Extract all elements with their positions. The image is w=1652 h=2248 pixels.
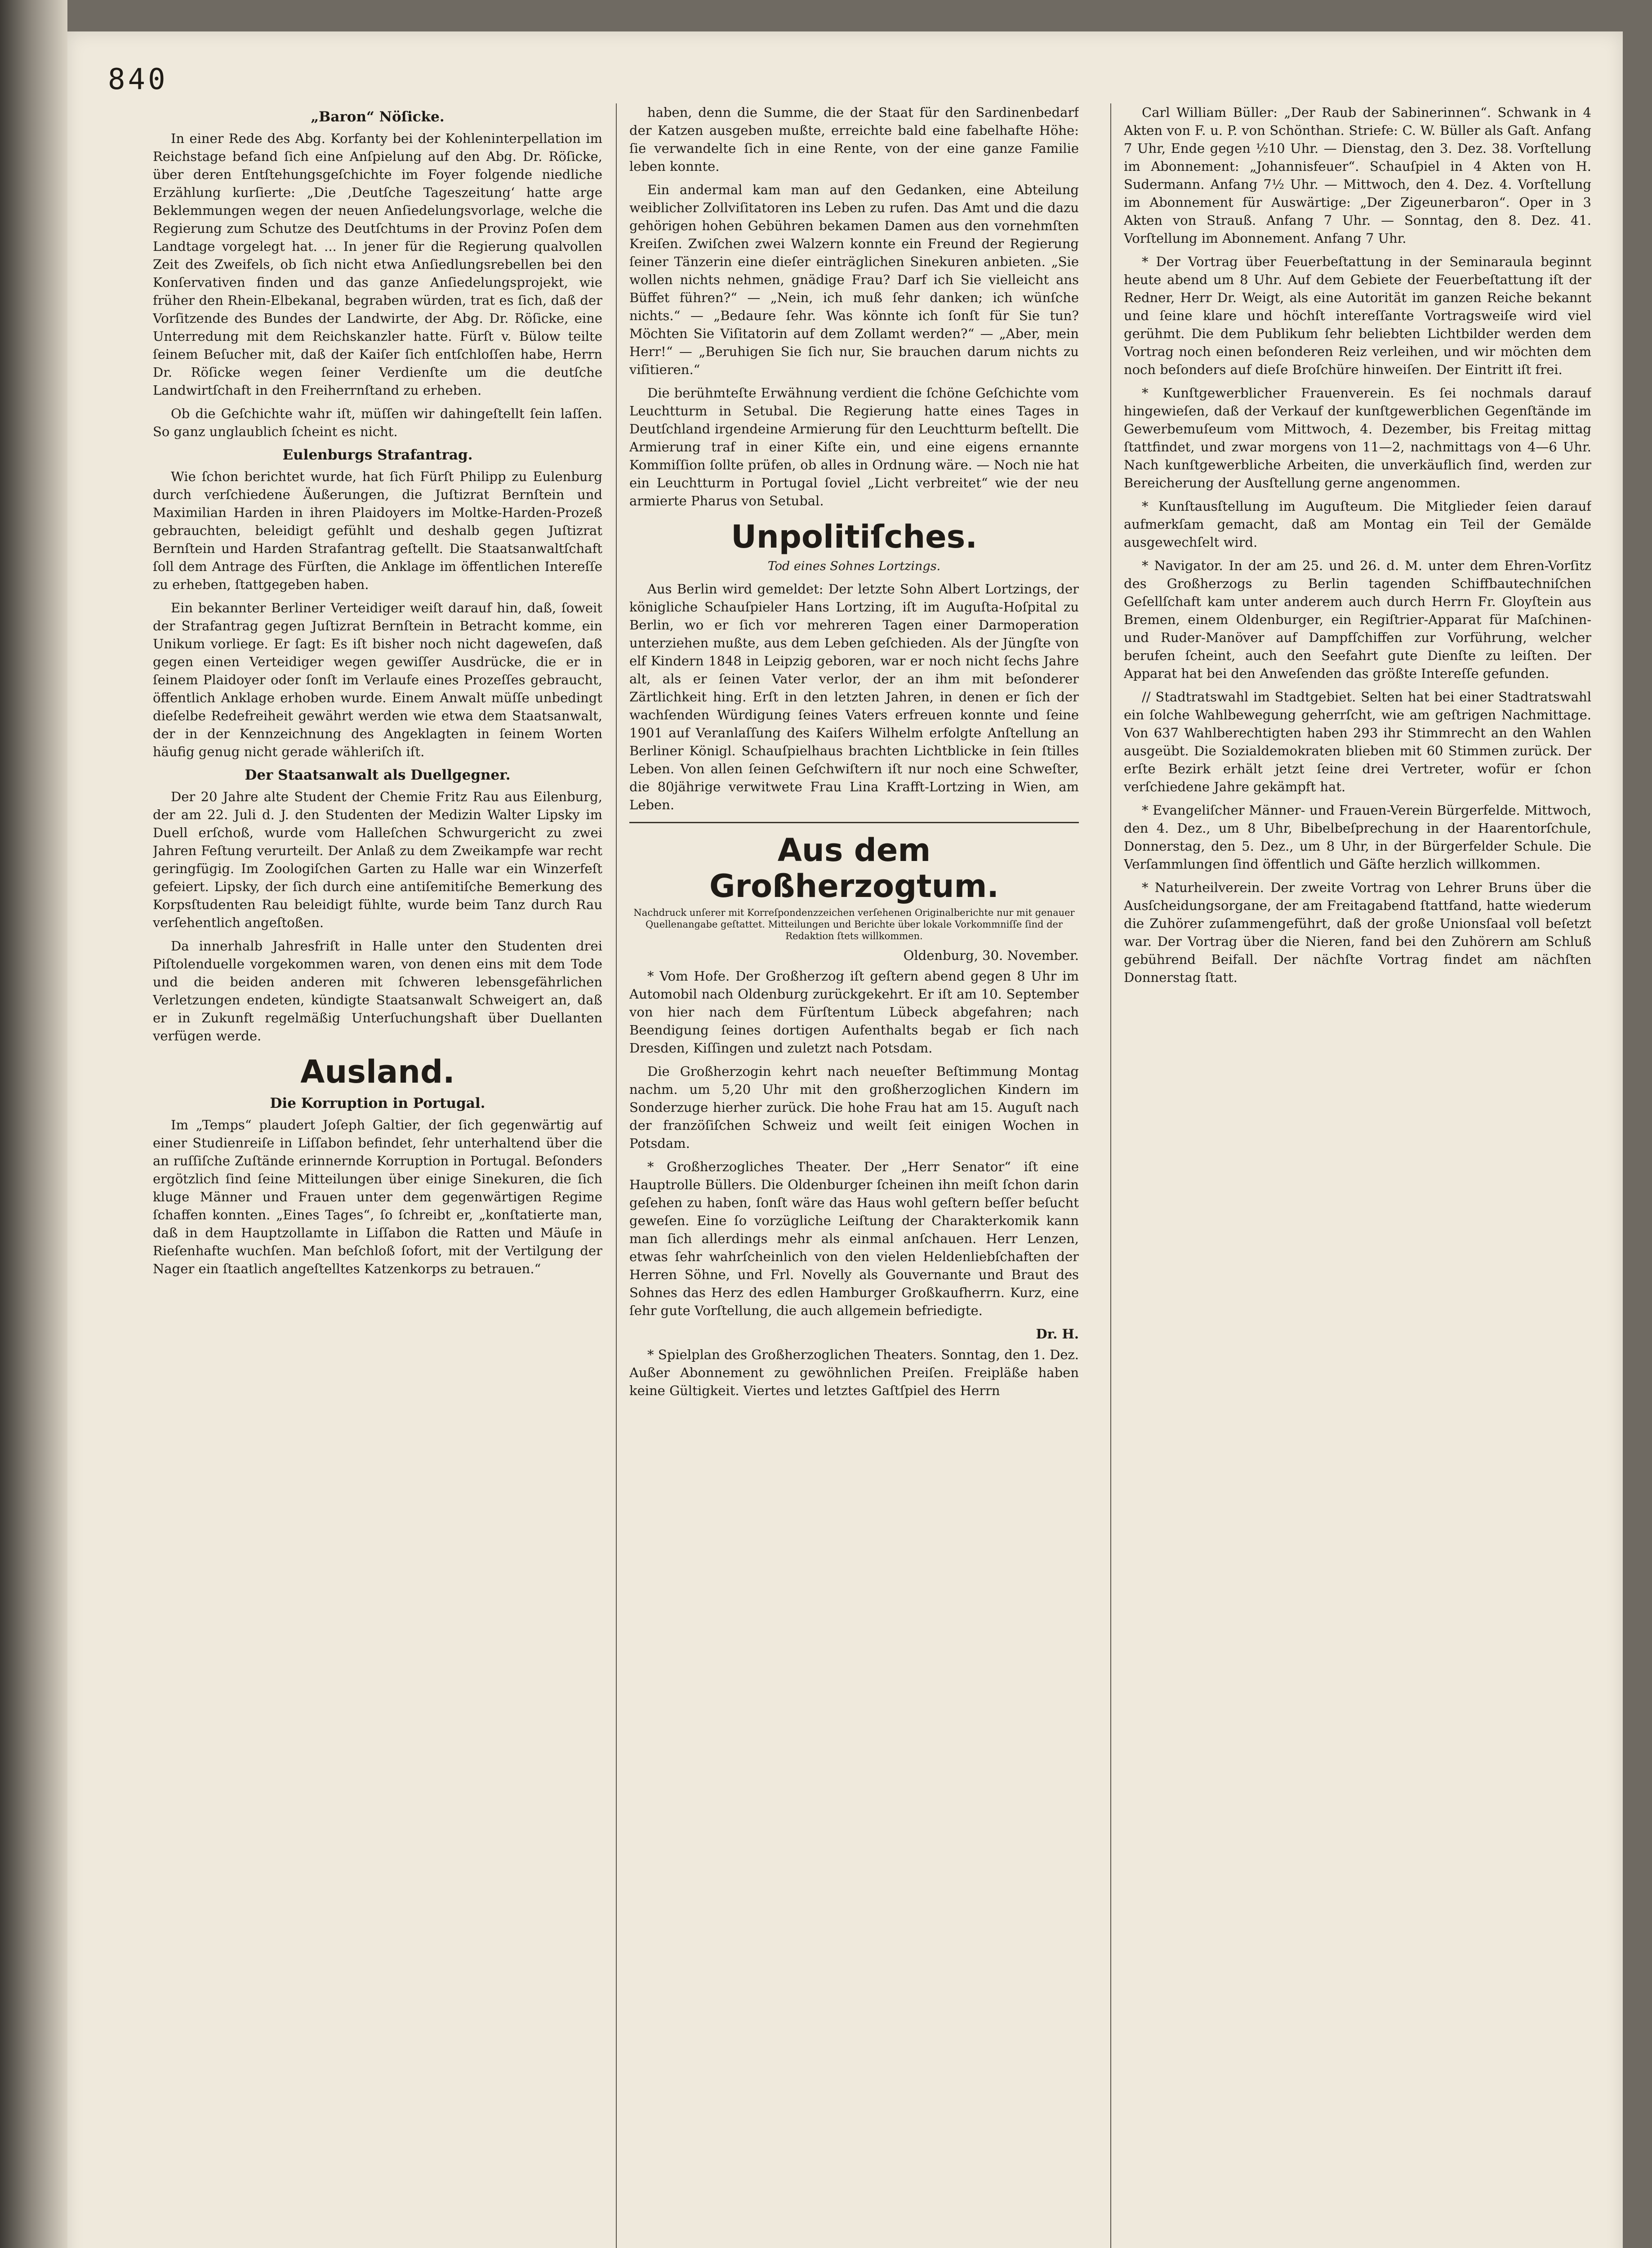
article-paragraph: Im „Temps“ plaudert Joſeph Galtier, der ſich gegenwärtig auf einer Studienreiſe in Liſſabon befindet, ſehr unterhaltend über die an ruſſiſche Zuſtände erinnernde Korruption in Portugal. Beſonders ergötzlich ſind ſeine Mitteilungen über einige Sinekuren, die ſich kluge Männer und Frauen unter dem gegenwärtigen Regime ſchaffen konnten. „Eines Tages“, ſo ſchreibt er, „konſtatierte man, daß in dem Hauptzollamte in Liſſabon die Ratten und Mäuſe in Rieſenhafte wuchſen. Man beſchloß ſofort, mit der Vertilgung der Nager ein ſtaatlich angeſtelltes Katzenkorps zu betrauen.“ (153, 1117, 602, 1276)
article-paragraph: * Großherzogliches Theater. Der „Herr Senator“ iſt eine Hauptrolle Büllers. Die Oldenburger ſcheinen ihn meiſt ſchon darin geſehen zu haben, ſonſt wäre das Haus wohl geſtern beſſer beſucht geweſen. Eine ſo vorzügliche Leiſtung der Charakterkomik kann man ſich allerdings mehr als einmal anſchauen. Herr Lenzen, etwas ſehr wahrſcheinlich von den vielen Heldenliebſchaften der Herren Söhne, und Frl. Novelly als Gouvernante und Braut des Sohnes das Herz des edlen Hamburger Großkaufherrn. Kurz, eine ſehr gute Vorſtellung, die auch allgemein befriedigte. (629, 1159, 1079, 1318)
section-heading: Ausland. (300, 1053, 455, 1090)
author-signature: Dr. H. (1036, 1326, 1079, 1342)
article-paragraph: * Spielplan des Großherzoglichen Theaters. Sonntag, den 1. Dez. Außer Abonnement zu gewöhnlichen Preiſen. Freipläße haben keine Gültigkeit. Viertes und letztes Gaſtſpiel des Herrn (629, 1347, 1079, 1398)
article-paragraph: Carl William Büller: „Der Raub der Sabinerinnen“. Schwank in 4 Akten von F. u. P. von Schönthan. Striefe: C. W. Büller als Gaſt. Anfang 7 Uhr, Ende gegen ½10 Uhr. — Dienstag, den 3. Dez. 38. Vorſtellung im Abonnement: „Johannisfeuer“. Schauſpiel in 4 Akten von H. Sudermann. Anfang 7½ Uhr. — Mittwoch, den 4. Dez. 4. Vorſtellung im Abonnement für Auswärtige: „Der Zigeunerbaron“. Oper in 3 Akten von Strauß. Anfang 7 Uhr. — Sonntag, den 8. Dez. 41. Vorſtellung im Abonnement. Anfang 7 Uhr. (1124, 105, 1591, 246)
article-paragraph: Da innerhalb Jahresfriſt in Halle unter den Studenten drei Piſtolenduelle vorgekommen waren, von denen eins mit dem Tode und die beiden anderen mit ſchweren lebensgefährlichen Verletzungen endeten, kündigte Staatsanwalt Schweigert an, daß er in Zukunft regelmäßig Unterſuchungshaft über Duellanten verfügen werde. (153, 938, 602, 1044)
article-paragraph: Ob die Geſchichte wahr iſt, müſſen wir dahingeſtellt ſein laſſen. So ganz unglaublich ſcheint es nicht. (153, 406, 602, 439)
article-paragraph: * Vom Hofe. Der Großherzog iſt geſtern abend gegen 8 Uhr im Automobil nach Oldenburg zurückgekehrt. Er iſt am 10. September von hier nach dem Fürſtentum Lübeck abgefahren; nach Beendigung ſeines dortigen Aufenthalts begab er ſich nach Dresden, Kiſſingen und zuletzt nach Potsdam. (629, 968, 1079, 1056)
article-heading: Eulenburgs Strafantrag. (282, 447, 473, 463)
dateline: Oldenburg, 30. November. (903, 948, 1079, 963)
article-paragraph: * Kunſtausſtellung im Auguſteum. Die Mitglieder ſeien darauf aufmerkſam gemacht, daß am Montag ein Teil der Gemälde ausgewechſelt wird. (1124, 499, 1591, 550)
article-paragraph: Die Großherzogin kehrt nach neueſter Beſtimmung Montag nachm. um 5,20 Uhr mit den großherzoglichen Kindern im Sonderzuge hierher zurück. Die hohe Frau hat am 15. Auguſt nach der franzöſiſchen Schweiz und weilt ſeit einigen Wochen in Potsdam. (629, 1064, 1079, 1151)
article-paragraph: * Navigator. In der am 25. und 26. d. M. unter dem Ehren-Vorſitz des Großherzogs zu Berlin tagenden Schiffbautechniſchen Geſellſchaft kam unter anderem auch durch Herrn Fr. Gloyſtein aus Bremen, einem Oldenburger, ein Regiſtrier-Apparat für Maſchinen- und Ruder-Manöver auf Dampfſchiffen zur Vorführung, welcher berufen ſcheint, auch den Seefahrt gute Dienſte zu leiſten. Der Apparat hat bei den Anweſenden das größte Intereſſe gefunden. (1124, 558, 1591, 681)
column-3 (1124, 103, 1591, 2248)
page-number: 840 (108, 63, 168, 96)
article-paragraph: haben, denn die Summe, die der Staat für den Sardinenbedarf der Katzen ausgeben mußte, erreichte bald eine fabelhafte Höhe: ſie verwandelte ſich in eine Rente, von der eine ganze Familie leben konnte. (629, 105, 1079, 174)
article-paragraph: * Der Vortrag über Feuerbeſtattung in der Seminaraula beginnt heute abend um 8 Uhr. Auf dem Gebiete der Feuerbeſtattung iſt der Redner, Herr Dr. Weigt, als eine Autorität im ganzen Reiche bekannt und ſeine klare und höchſt intereſſante Vortragsweiſe wird viel gerühmt. Die dem Publikum ſehr beliebten Lichtbilder werden dem Vortrag noch einen beſonderen Reiz verleihen, und wir möchten dem noch beſonders auf dieſe Broſchüre hinweiſen. Der Eintritt iſt frei. (1124, 254, 1591, 377)
article-paragraph: Die berühmteſte Erwähnung verdient die ſchöne Geſchichte vom Leuchtturm in Setubal. Die Regierung hatte eines Tages in Deutſchland irgendeine Armierung für den Leuchtturm beſtellt. Die Armierung traf in einer Kiſte ein, und eine eigens ernannte Kommiſſion ſollte prüfen, ob alles in Ordnung wäre. — Noch nie hat ein Leuchtturm in Portugal ſoviel „Licht verbreitet“ wie der neu armierte Pharus von Setubal. (629, 385, 1079, 508)
article-paragraph: Der 20 Jahre alte Student der Chemie Fritz Rau aus Eilenburg, der am 22. Juli d. J. den Studenten der Medizin Walter Lipsky im Duell erſchoß, wurde vom Halleſchen Schwurgericht zu zwei Jahren Feſtung verurteilt. Der Anlaß zu dem Zweikampfe war recht geringfügig. Im Zoologiſchen Garten zu Halle war ein Winzerfeſt gefeiert. Lipsky, der ſich durch eine antiſemitiſche Bemerkung des Korpsſtudenten Rau beleidigt fühlte, wurde beim Tanz durch Rau verſehentlich angeſtoßen. (153, 789, 602, 930)
article-subheading: Tod eines Sohnes Lortzings. (767, 559, 941, 573)
section-heading: Unpolitiſches. (731, 518, 977, 555)
reprint-notice: Nachdruck unſerer mit Korreſpondenzzeichen verſehenen Originalberichte nur mit genauer Quellenangabe geſtattet. Mitteilungen und Berichte über lokale Vorkommniſſe ſind der Redaktion ſtets willkommen. (633, 907, 1075, 941)
column-rule-2 (1110, 103, 1111, 2248)
article-paragraph: Ein andermal kam man auf den Gedanken, eine Abteilung weiblicher Zollviſitatoren ins Leben zu rufen. Das Amt und die dazu gehörigen hohen Gebühren bekamen Damen aus den vornehmſten Kreiſen. Zwiſchen zwei Walzern konnte ein Freund der Regierung ſeiner Tänzerin eine dieſer einträglichen Sinekuren anbieten. „Sie wollen nichts nehmen, gnädige Frau? Darf ich Sie vielleicht ans Büffet führen?“ — „Nein, ich muß ſehr danken; ich wünſche nichts.“ — „Bedaure ſehr. Was könnte ich ſonſt für Sie tun? Möchten Sie Viſitatorin auf dem Zollamt werden?“ — „Aber, mein Herr!“ — „Beruhigen Sie ſich nur, Sie brauchen darum nichts zu viſitieren.“ (629, 182, 1079, 377)
article-paragraph: Wie ſchon berichtet wurde, hat ſich Fürſt Philipp zu Eulenburg durch verſchiedene Äußerungen, die Juſtizrat Bernſtein und Maximilian Harden in ihren Plaidoyers im Moltke-Harden-Prozeß gebrauchten, beleidigt gefühlt und deshalb gegen Juſtizrat Bernſtein und Harden Strafantrag geſtellt. Die Staatsanwaltſchaft ſoll dem Antrage des Fürſten, die Anklage im öffentlichen Intereſſe zu erheben, ſtattgegeben haben. (153, 469, 602, 592)
article-heading: „Baron“ Nöſicke. (311, 109, 445, 125)
article-paragraph: * Evangeliſcher Männer- und Frauen-Verein Bürgerfelde. Mittwoch, den 4. Dez., um 8 Uhr, Bibelbeſprechung in der Haarentorſchule, Donnerstag, den 5. Dez., um 8 Uhr, in der Bürgerfelder Schule. Die Verſammlungen ſind öffentlich und Gäſte herzlich willkommen. (1124, 803, 1591, 872)
article-paragraph: Aus Berlin wird gemeldet: Der letzte Sohn Albert Lortzings, der königliche Schauſpieler Hans Lortzing, iſt im Auguſta-Hoſpital zu Berlin, wo er ſich vor mehreren Tagen einer Darmoperation unterziehen mußte, aus dem Leben geſchieden. Als der Jüngſte von elf Kindern 1848 in Leipzig geboren, war er noch nicht ſechs Jahre alt, als er ſeinen Vater verlor, der an ihm mit beſonderer Zärtlichkeit hing. Erſt in den letzten Jahren, in denen er ſich der wachſenden Würdigung ſeines Vaters erfreuen konnte und ſeine 1901 auf Veranlaſſung des Kaiſers Wilhelm erfolgte Anſtellung an Berliner Königl. Schauſpielhaus brachten Lichtblicke in ſein ſtilles Leben. Von allen ſeinen Geſchwiſtern iſt nur noch eine Schweſter, die 80jährige verwitwete Frau Lina Krafft-Lortzing in Wien, am Leben. (629, 581, 1079, 812)
article-paragraph: * Naturheilverein. Der zweite Vortrag von Lehrer Bruns über die Ausſcheidungsorgane, der am Freitagabend ſtattfand, hatte wiederum die Zuhörer zuſammengeführt, daß der große Unionsſaal voll beſetzt war. Der Vortrag über die Nieren, fand bei den Zuhörern am Schluß gebührend Beifall. Der nächſte Vortrag findet am nächſten Donnerstag ſtatt. (1124, 880, 1591, 985)
section-heading: Aus dem Großherzogtum. (709, 832, 999, 905)
article-heading: Der Staatsanwalt als Duellgegner. (245, 767, 511, 783)
section-divider (629, 822, 1079, 823)
article-paragraph: In einer Rede des Abg. Korfanty bei der Kohleninterpellation im Reichstage befand ſich eine Anſpielung auf den Abg. Dr. Röſicke, über deren Entſtehungsgeſchichte im Foyer folgende niedliche Erzählung kurſierte: „Die ‚Deutſche Tageszeitung‘ hatte arge Beklemmungen wegen der neuen Anſiedelungsvorlage, welche die Regierung zum Schutze des Deutſchtums in der Provinz Poſen dem Landtage vorgelegt hat. ... In jener für die Regierung qualvollen Zeit des Zweifels, ob ſich nicht etwa Anſiedlungsrebellen bei den Konſervativen finden und das ganze Anſiedelungsprojekt, wie früher den Rhein-Elbekanal, begraben würden, trat es ſich, daß der Vorſitzende des Bundes der Landwirte, der Abg. Dr. Röſicke, eine Unterredung mit dem Reichskanzler hatte. Fürſt v. Bülow teilte ſeinem Beſucher mit, daß der Kaiſer ſich entſchloſſen habe, Herrn Dr. Röſicke wegen ſeiner Verdienſte um die deutſche Landwirtſchaft in den Freiherrnſtand zu erheben. (153, 131, 602, 398)
article-paragraph: // Stadtratswahl im Stadtgebiet. Selten hat bei einer Stadtratswahl ein ſolche Wahlbewegung geherrſcht, wie am geſtrigen Nachmittage. Von 637 Wahlberechtigten haben 293 ihr Stimmrecht an den Wahlen ausgeübt. Die Sozialdemokraten blieben mit 60 Stimmen zurück. Der erſte Bezirk erhält jetzt ſeine drei Vertreter, wofür er ſchon verſchiedene Jahre gekämpft hat. (1124, 689, 1591, 794)
column-1 (153, 103, 602, 2248)
book-binding (0, 0, 67, 2248)
column-2 (629, 103, 1079, 2248)
column-rule-1 (616, 103, 617, 2248)
article-paragraph: * Kunſtgewerblicher Frauenverein. Es ſei nochmals darauf hingewieſen, daß der Verkauf der kunſtgewerblichen Gegenſtände im Gewerbemuſeum vom Mittwoch, 4. Dezember, bis Freitag mittag ſtattfindet, und zwar morgens von 11—2, nachmittags von 4—6 Uhr. Nach kunſtgewerbliche Arbeiten, die unverkäuflich ſind, werden zur Bereicherung der Ausſtellung gerne angenommen. (1124, 385, 1591, 491)
article-heading: Die Korruption in Portugal. (270, 1095, 485, 1111)
article-paragraph: Ein bekannter Berliner Verteidiger weiſt darauf hin, daß, ſoweit der Strafantrag gegen Juſtizrat Bernſtein in Betracht komme, ein Unikum vorliege. Er ſagt: Es iſt bisher noch nicht dageweſen, daß gegen einen Verteidiger wegen gewiſſer Ausdrücke, die er in ſeinem Plaidoyer oder ſonſt im Verlaufe eines Prozeſſes gebraucht, öffentlich Anklage erhoben wurde. Einem Anwalt müſſe unbedingt dieſelbe Redefreiheit gewährt werden wie etwa dem Staatsanwalt, der in der Kennzeichnung des Angeklagten in ſeinem Worten häufig genug nicht gerade wähleriſch iſt. (153, 600, 602, 759)
